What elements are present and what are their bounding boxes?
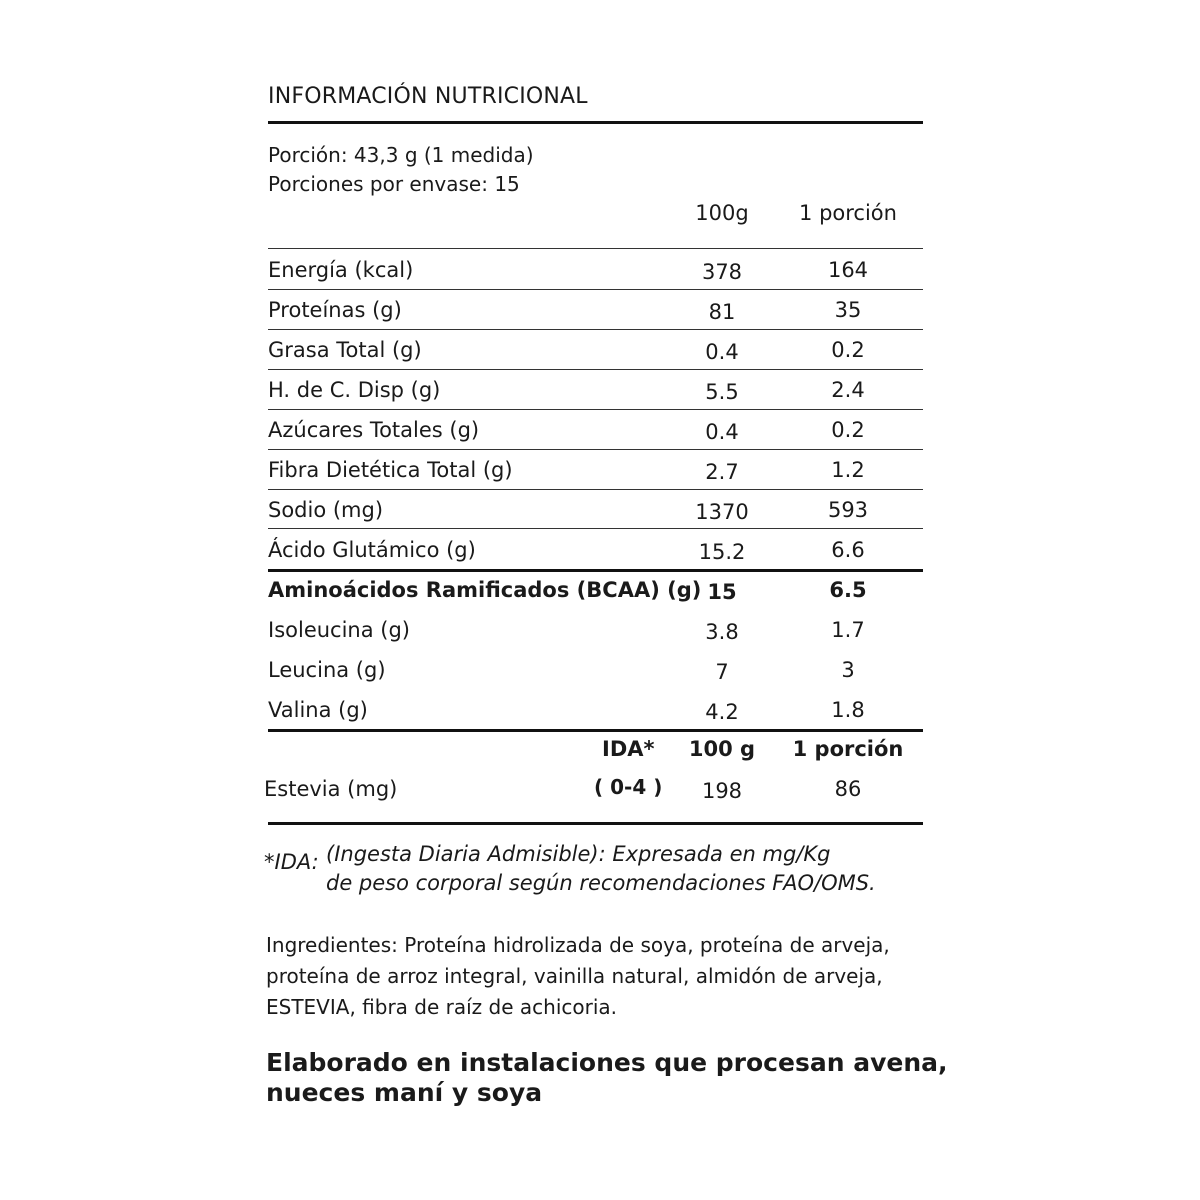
table-row [268,490,923,530]
allergen-line-1: Elaborado en instalaciones que procesan avena, [266,1048,948,1077]
value-portion: 0.2 [831,338,865,362]
value-100g: 5.5 [705,380,739,404]
allergen-warning [266,1048,948,1108]
table-row [268,410,923,450]
row-label: Isoleucina (g) [268,618,410,642]
allergen-line-2: nueces maní y soya [266,1078,543,1107]
value-portion: 3 [841,658,855,682]
ingredients-line-2: proteína de arroz integral, vainilla natural, almidón de arveja, [266,964,883,988]
stevia-divider [268,729,923,732]
portion-size: Porción: 43,3 g (1 medida) [268,143,534,167]
value-100g: 7 [715,660,729,684]
row-label: Energía (kcal) [268,258,414,282]
value-portion: 593 [827,498,869,522]
row-label: Aminoácidos Ramificados (BCAA) (g) [268,578,702,602]
table-row [268,650,923,690]
value-100g: 378 [701,260,743,284]
header-divider [268,248,923,249]
row-divider [268,528,923,529]
ingredients-list [266,930,966,1023]
ingredients-line-1: Ingredientes: Proteína hidrolizada de soya, proteína de arveja, [266,933,890,957]
footnote-line-1: (Ingesta Diaria Admisible): Expresada en mg/Kg [326,842,831,866]
table-row [268,530,923,570]
ida-header: IDA* [602,737,655,761]
ingredients-line-3: ESTEVIA, fibra de raíz de achicoria. [266,995,618,1019]
value-portion: 0.2 [831,418,865,442]
table-row [268,330,923,370]
value-100g: 0.4 [705,340,739,364]
row-label: Grasa Total (g) [268,338,422,362]
value-portion: 1.8 [831,698,865,722]
row-label: Sodio (mg) [268,498,384,522]
footnote-line-2: de peso corporal según recomendaciones FAO/OMS. [326,871,876,895]
nutrition-label [264,0,948,1200]
ida-range: ( 0-4 ) [594,775,663,799]
stevia-header-portion: 1 porción [792,737,904,761]
table-row [268,690,923,730]
value-portion: 164 [827,258,869,282]
row-label: H. de C. Disp (g) [268,378,441,402]
table-row [268,610,923,650]
value-100g: 2.7 [705,460,739,484]
table-bottom-rule [268,822,923,825]
table-row [268,290,923,330]
value-portion: 35 [834,298,862,322]
row-label: Proteínas (g) [268,298,402,322]
table-row [268,450,923,490]
table-row [268,370,923,410]
title-divider [268,121,923,124]
stevia-label: Estevia (mg) [264,777,398,801]
value-100g: 15.2 [698,540,746,564]
stevia-value-100g: 198 [701,779,743,803]
value-100g: 4.2 [705,700,739,724]
stevia-value-portion: 86 [834,777,862,801]
value-100g: 0.4 [705,420,739,444]
row-label: Fibra Dietética Total (g) [268,458,513,482]
row-label: Leucina (g) [268,658,386,682]
table-row [268,250,923,290]
value-portion: 1.7 [831,618,865,642]
value-portion: 6.5 [829,578,867,602]
label-title: INFORMACIÓN NUTRICIONAL [268,84,588,109]
row-label: Ácido Glutámico (g) [268,538,476,562]
value-portion: 1.2 [831,458,865,482]
value-portion: 6.6 [831,538,865,562]
value-100g: 3.8 [705,620,739,644]
value-portion: 2.4 [831,378,865,402]
column-header-100g: 100g [695,201,749,225]
value-100g: 15 [707,580,737,604]
row-label: Valina (g) [268,698,368,722]
table-row [268,570,923,610]
stevia-header-100g: 100 g [688,737,756,761]
column-header-portion: 1 porción [799,201,897,225]
footnote-key: *IDA: [264,850,319,874]
row-label: Azúcares Totales (g) [268,418,480,442]
value-100g: 81 [708,300,736,324]
servings-per-container: Porciones por envase: 15 [268,172,520,196]
value-100g: 1370 [695,500,749,524]
